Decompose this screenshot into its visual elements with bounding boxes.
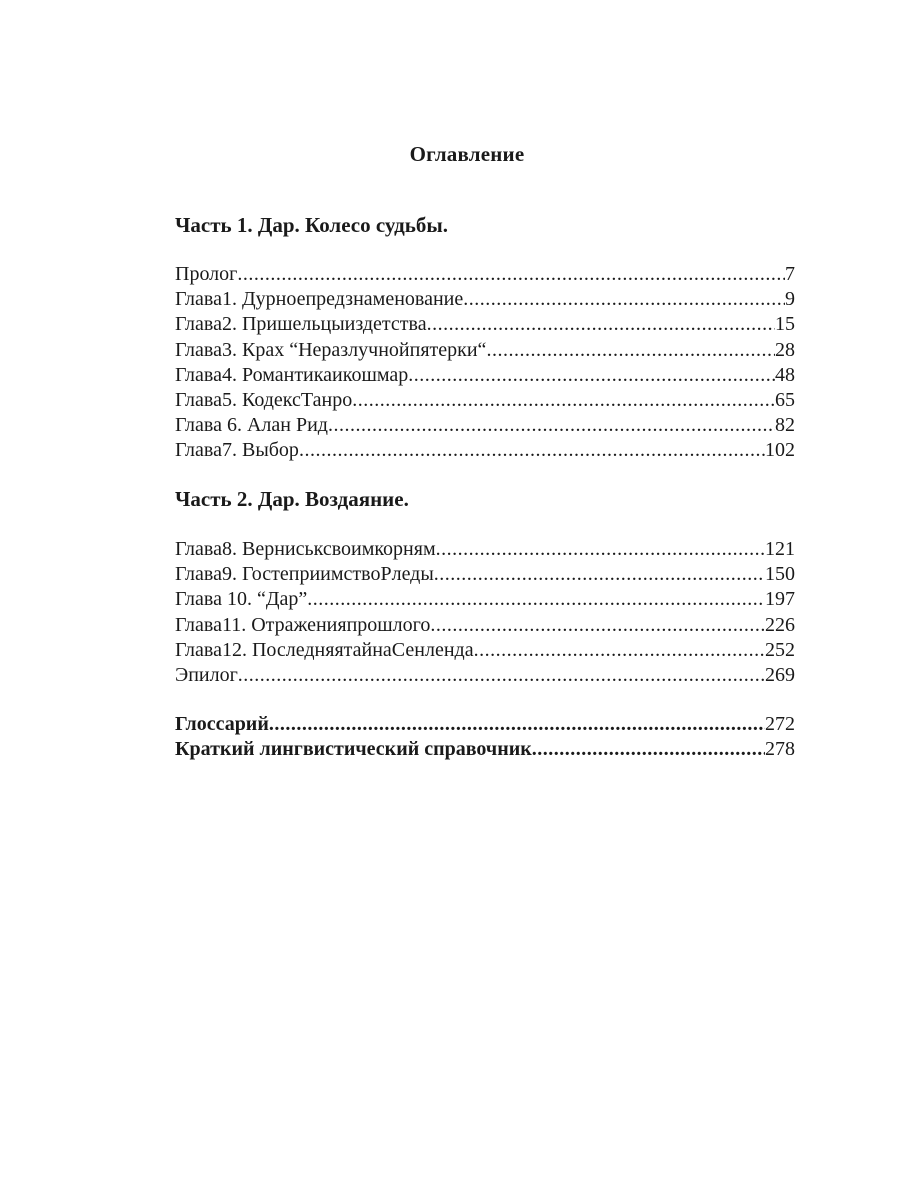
toc-entry-page: 150 — [765, 563, 795, 586]
toc-entry-page: 226 — [765, 613, 795, 636]
toc-entry-text: Глава2. Пришельцыиздетства — [175, 313, 427, 336]
toc-entry-chapter-8[interactable] — [175, 537, 795, 562]
toc-entry-page: 28 — [775, 338, 795, 361]
toc-entry-text: Глава 6. Алан Рид — [175, 414, 328, 437]
toc-entry-epilogue[interactable] — [175, 663, 795, 688]
toc-entry-text: Глава4. Романтикаикошмар — [175, 363, 409, 386]
toc-entry-text: Краткий лингвистический справочник — [175, 738, 532, 761]
toc-entry-text: Глава1. Дурноепредзнаменование — [175, 288, 464, 311]
toc-entry-page: 252 — [765, 638, 795, 661]
toc-entry-text: Глава5. КодексТанро — [175, 388, 353, 411]
toc-entry-chapter-12[interactable] — [175, 638, 795, 663]
toc-entry-text: Глава8. Верниськсвоимкорням — [175, 538, 436, 560]
toc-entry-page: 269 — [765, 663, 795, 686]
toc-entry-text: Глава 10. “Дар” — [175, 588, 308, 611]
part1-heading: Часть 1. Дар. Колесо судьбы. — [175, 213, 448, 237]
toc-entry-text: Глава12. ПоследняятайнаСенленда — [175, 638, 474, 661]
toc-entry-text: Эпилог — [175, 663, 238, 686]
toc-entry-chapter-9[interactable] — [175, 562, 795, 587]
dot-leader — [408, 363, 775, 388]
toc-entry-chapter-5[interactable] — [175, 388, 795, 413]
toc-entry-page: 48 — [775, 363, 795, 386]
toc-entry-page: 272 — [765, 713, 795, 735]
dot-leader — [427, 312, 775, 337]
back-matter-toc-list — [175, 712, 795, 762]
toc-entry-chapter-10[interactable] — [175, 587, 795, 612]
toc-entry-chapter-11[interactable] — [175, 613, 795, 638]
toc-entry-page: 278 — [765, 738, 795, 761]
toc-entry-linguistic-reference[interactable] — [175, 737, 795, 762]
toc-entry-text: Пролог — [175, 263, 238, 285]
dot-leader — [237, 262, 785, 287]
toc-entry-page: 7 — [785, 263, 795, 285]
toc-entry-text: Глава7. Выбор — [175, 439, 299, 462]
toc-entry-chapter-6[interactable] — [175, 413, 795, 438]
dot-leader — [352, 388, 775, 413]
toc-entry-prologue[interactable] — [175, 262, 795, 287]
dot-leader — [486, 338, 775, 363]
dot-leader — [269, 712, 765, 737]
dot-leader — [532, 737, 765, 762]
toc-entry-text: Глава3. Крах “Неразлучнойпятерки“ — [175, 338, 487, 361]
toc-entry-page: 197 — [765, 588, 795, 611]
toc-entry-glossary[interactable] — [175, 712, 795, 737]
part2-toc-list — [175, 537, 795, 688]
dot-leader — [238, 663, 765, 688]
toc-entry-page: 9 — [785, 288, 795, 311]
toc-entry-page: 102 — [765, 439, 795, 462]
toc-entry-page: 121 — [765, 538, 795, 560]
part2-heading: Часть 2. Дар. Воздаяние. — [175, 487, 409, 511]
toc-entry-text: Глава9. ГостеприимствоРледы — [175, 563, 434, 586]
toc-entry-chapter-3[interactable] — [175, 338, 795, 363]
toc-entry-chapter-2[interactable] — [175, 312, 795, 337]
dot-leader — [474, 638, 765, 663]
toc-entry-page: 65 — [775, 388, 795, 411]
dot-leader — [434, 562, 765, 587]
toc-entry-text: Глоссарий — [175, 713, 269, 735]
toc-entry-chapter-4[interactable] — [175, 363, 795, 388]
dot-leader — [436, 537, 765, 562]
page-title: Оглавление — [409, 142, 525, 166]
dot-leader — [463, 287, 785, 312]
toc-entry-chapter-7[interactable] — [175, 438, 795, 463]
toc-entry-page: 15 — [775, 313, 795, 336]
dot-leader — [430, 613, 765, 638]
part1-toc-list — [175, 262, 795, 464]
toc-entry-page: 82 — [775, 414, 795, 437]
toc-entry-text: Глава11. Отраженияпрошлого — [175, 613, 431, 636]
toc-entry-chapter-1[interactable] — [175, 287, 795, 312]
dot-leader — [328, 413, 775, 438]
dot-leader — [299, 438, 765, 463]
dot-leader — [307, 587, 765, 612]
